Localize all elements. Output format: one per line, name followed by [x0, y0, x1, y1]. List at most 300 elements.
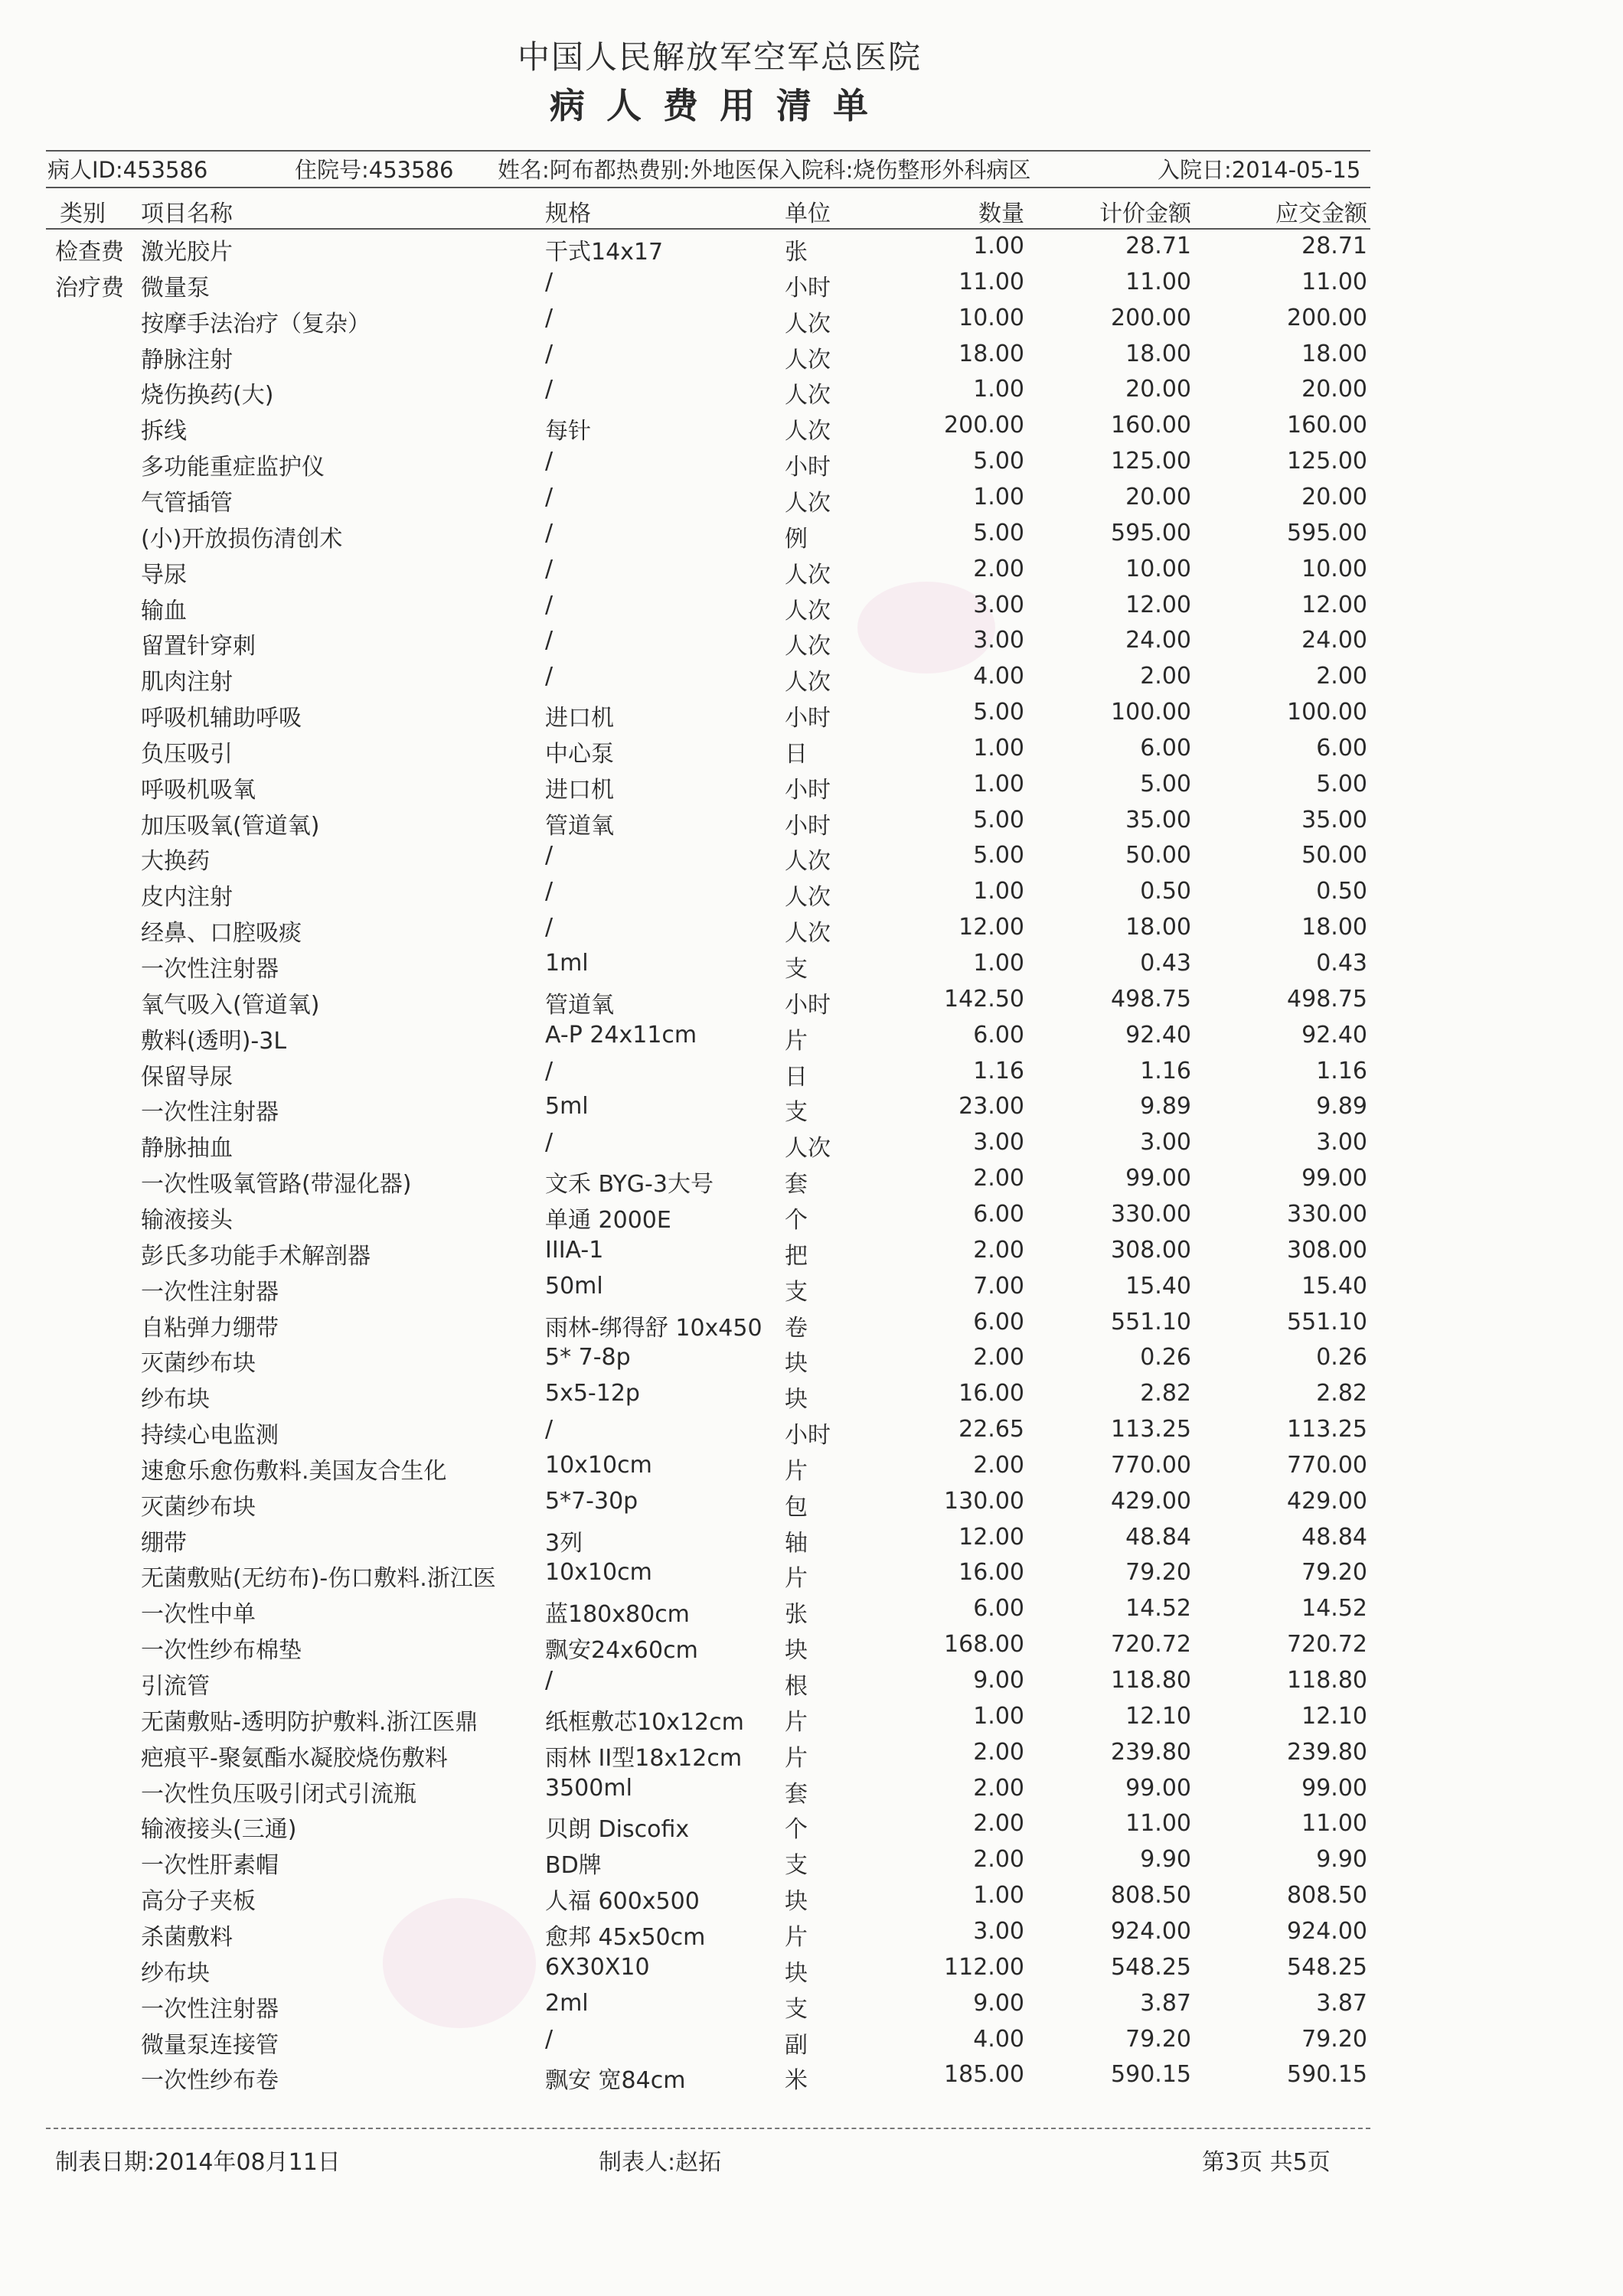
row-quantity: 1.00 — [973, 376, 1024, 403]
admission-number — [295, 153, 454, 184]
table-row — [0, 699, 1623, 734]
row-spec: / — [545, 2025, 554, 2053]
row-due-amount: 2.82 — [1316, 1380, 1367, 1407]
row-unit: 人次 — [785, 633, 831, 660]
row-unit: 块 — [785, 1637, 808, 1665]
table-row — [0, 1631, 1623, 1666]
row-due-amount: 99.00 — [1301, 1165, 1367, 1192]
row-spec: / — [545, 878, 554, 905]
row-spec: 蓝180x80cm — [545, 1601, 690, 1629]
row-category: 治疗费 — [55, 274, 124, 302]
row-quantity: 12.00 — [958, 914, 1024, 941]
row-unit: 根 — [785, 1673, 808, 1700]
row-item-name: 气管插管 — [141, 489, 233, 517]
row-quantity: 1.00 — [973, 233, 1024, 259]
row-due-amount: 14.52 — [1301, 1595, 1367, 1623]
row-due-amount: 100.00 — [1287, 699, 1367, 726]
row-spec: / — [545, 591, 554, 618]
row-unit: 支 — [785, 1852, 808, 1880]
row-spec: 管道氧 — [545, 991, 614, 1019]
row-item-name: 按摩手法治疗（复杂） — [141, 310, 371, 338]
row-item-name: 多功能重症监护仪 — [141, 454, 325, 481]
patient-name-value: 阿布都热 — [549, 157, 638, 183]
row-item-name: 速愈乐愈伤敷料.美国友合生化 — [141, 1457, 447, 1485]
row-unit: 人次 — [785, 669, 831, 696]
row-spec: 3500ml — [545, 1774, 632, 1802]
row-item-name: 自粘弹力绷带 — [141, 1314, 279, 1342]
table-row — [0, 1165, 1623, 1200]
row-item-name: 无菌敷贴-透明防护敷料.浙江医鼎 — [141, 1708, 478, 1736]
row-quantity: 3.00 — [973, 1917, 1024, 1945]
row-quantity: 5.00 — [973, 448, 1024, 475]
row-item-name: 一次性注射器 — [141, 1099, 279, 1127]
footer-maker-label: 制表人: — [599, 2149, 676, 2176]
row-spec: / — [545, 268, 554, 295]
row-price-amount: 24.00 — [1125, 627, 1191, 654]
row-price-amount: 200.00 — [1111, 304, 1191, 331]
row-item-name: 经鼻、口腔吸痰 — [141, 920, 302, 947]
row-due-amount: 200.00 — [1287, 304, 1367, 331]
row-due-amount: 10.00 — [1301, 555, 1367, 582]
table-row — [0, 771, 1623, 806]
row-due-amount: 720.72 — [1287, 1631, 1367, 1658]
row-item-name: 留置针穿刺 — [141, 633, 256, 660]
row-price-amount: 720.72 — [1111, 1631, 1191, 1658]
hospital-name: 中国人民解放军空军总医院 — [517, 38, 922, 76]
footer-maker-value: 赵拓 — [675, 2149, 722, 2176]
row-item-name: 导尿 — [141, 561, 187, 589]
row-quantity: 18.00 — [958, 340, 1024, 367]
row-spec: 愈邦 45x50cm — [545, 1923, 706, 1951]
admission-number-label: 住院号: — [295, 157, 369, 183]
row-price-amount: 5.00 — [1140, 770, 1191, 797]
row-unit: 人次 — [785, 346, 831, 373]
table-row — [0, 1559, 1623, 1594]
row-price-amount: 308.00 — [1111, 1236, 1191, 1264]
row-unit: 人次 — [785, 489, 831, 517]
row-item-name: 纱布块 — [141, 1959, 210, 1987]
row-item-name: 一次性注射器 — [141, 1995, 279, 2023]
row-due-amount: 0.43 — [1316, 950, 1367, 977]
row-spec: BD牌 — [545, 1852, 602, 1880]
row-unit: 人次 — [785, 310, 831, 338]
row-quantity: 5.00 — [973, 519, 1024, 546]
row-unit: 支 — [785, 956, 808, 983]
table-row — [0, 341, 1623, 376]
row-spec: / — [545, 1129, 554, 1156]
column-header-unit: 单位 — [785, 201, 831, 227]
table-row — [0, 1667, 1623, 1702]
row-due-amount: 2.00 — [1316, 663, 1367, 690]
row-item-name: 一次性肝素帽 — [141, 1852, 279, 1880]
row-unit: 例 — [785, 525, 808, 553]
row-item-name: 负压吸引 — [141, 740, 233, 768]
row-due-amount: 595.00 — [1287, 519, 1367, 546]
row-unit: 套 — [785, 1171, 808, 1199]
table-row — [0, 592, 1623, 627]
row-due-amount: 498.75 — [1287, 985, 1367, 1013]
row-due-amount: 9.89 — [1316, 1093, 1367, 1120]
document-title: 病人费用清单 — [550, 85, 890, 126]
row-quantity: 200.00 — [944, 412, 1024, 439]
table-row — [0, 1595, 1623, 1630]
row-due-amount: 24.00 — [1301, 627, 1367, 654]
fee-type-value: 外地医保 — [690, 157, 779, 183]
table-row — [0, 1990, 1623, 2025]
row-quantity: 4.00 — [973, 663, 1024, 690]
table-row — [0, 233, 1623, 268]
table-row — [0, 376, 1623, 411]
row-spec: 进口机 — [545, 776, 614, 804]
header-rule — [46, 228, 1370, 230]
row-price-amount: 6.00 — [1140, 734, 1191, 762]
row-quantity: 16.00 — [958, 1380, 1024, 1407]
row-price-amount: 118.80 — [1111, 1667, 1191, 1694]
row-spec: 3列 — [545, 1529, 583, 1557]
row-quantity: 185.00 — [944, 2061, 1024, 2089]
row-due-amount: 3.00 — [1316, 1129, 1367, 1156]
table-row — [0, 1344, 1623, 1379]
row-quantity: 6.00 — [973, 1200, 1024, 1228]
row-due-amount: 924.00 — [1287, 1917, 1367, 1945]
row-quantity: 2.00 — [973, 1846, 1024, 1874]
column-header-category: 类别 — [60, 201, 106, 227]
row-quantity: 22.65 — [958, 1416, 1024, 1443]
row-due-amount: 28.71 — [1301, 233, 1367, 259]
row-spec: / — [545, 914, 554, 941]
row-item-name: 输血 — [141, 597, 187, 625]
row-spec: 50ml — [545, 1272, 603, 1300]
row-quantity: 168.00 — [944, 1631, 1024, 1658]
row-spec: 中心泵 — [545, 740, 614, 768]
row-item-name: 静脉抽血 — [141, 1135, 233, 1163]
table-row — [0, 1739, 1623, 1774]
row-due-amount: 551.10 — [1287, 1308, 1367, 1336]
row-item-name: 烧伤换药(大) — [141, 382, 274, 409]
table-row — [0, 269, 1623, 304]
row-spec: 人福 600x500 — [545, 1888, 700, 1916]
row-spec: 雨林 II型18x12cm — [545, 1744, 743, 1772]
row-quantity: 1.16 — [973, 1057, 1024, 1084]
row-item-name: 激光胶片 — [141, 239, 233, 266]
row-price-amount: 50.00 — [1125, 842, 1191, 869]
table-row — [0, 1237, 1623, 1272]
table-row — [0, 1488, 1623, 1523]
department-label: 入院科: — [779, 157, 854, 183]
row-due-amount: 99.00 — [1301, 1774, 1367, 1802]
row-price-amount: 770.00 — [1111, 1451, 1191, 1479]
row-due-amount: 35.00 — [1301, 806, 1367, 833]
row-unit: 日 — [785, 1063, 808, 1091]
row-item-name: 灭菌纱布块 — [141, 1350, 256, 1378]
row-quantity: 2.00 — [973, 1810, 1024, 1838]
row-quantity: 5.00 — [973, 842, 1024, 869]
row-due-amount: 808.50 — [1287, 1882, 1367, 1910]
row-quantity: 3.00 — [973, 591, 1024, 618]
row-unit: 块 — [785, 1386, 808, 1414]
row-quantity: 9.00 — [973, 1989, 1024, 2017]
footer-date-label: 制表日期: — [55, 2149, 155, 2176]
footer-maker — [599, 2143, 721, 2177]
row-price-amount: 2.82 — [1140, 1380, 1191, 1407]
row-price-amount: 3.00 — [1140, 1129, 1191, 1156]
table-row — [0, 1201, 1623, 1236]
row-due-amount: 330.00 — [1287, 1200, 1367, 1228]
table-row — [0, 735, 1623, 770]
row-unit: 片 — [785, 1923, 808, 1951]
row-unit: 支 — [785, 1278, 808, 1306]
column-header-quantity: 数量 — [978, 201, 1024, 227]
row-unit: 人次 — [785, 597, 831, 625]
row-quantity: 3.00 — [973, 1129, 1024, 1156]
row-unit: 人次 — [785, 884, 831, 912]
row-price-amount: 590.15 — [1111, 2061, 1191, 2089]
footer-page-info: 第3页 共5页 — [1202, 2149, 1331, 2176]
table-row — [0, 1882, 1623, 1917]
row-spec: 贝朗 Discofix — [545, 1816, 690, 1844]
row-item-name: 呼吸机吸氧 — [141, 776, 256, 804]
row-unit: 副 — [785, 2031, 808, 2059]
row-category: 检查费 — [55, 239, 124, 266]
row-price-amount: 239.80 — [1111, 1738, 1191, 1766]
row-item-name: 肌肉注射 — [141, 669, 233, 696]
row-price-amount: 498.75 — [1111, 985, 1191, 1013]
row-price-amount: 92.40 — [1125, 1021, 1191, 1049]
row-due-amount: 590.15 — [1287, 2061, 1367, 2089]
row-due-amount: 11.00 — [1301, 268, 1367, 295]
row-quantity: 1.00 — [973, 770, 1024, 797]
row-item-name: 一次性纱布棉垫 — [141, 1637, 302, 1665]
row-spec: 1ml — [545, 950, 589, 977]
row-item-name: 一次性注射器 — [141, 1278, 279, 1306]
table-row — [0, 1129, 1623, 1164]
table-row — [0, 1452, 1623, 1487]
table-row — [0, 1775, 1623, 1810]
row-unit: 张 — [785, 239, 808, 266]
row-spec: 飘安 宽84cm — [545, 2067, 686, 2095]
row-quantity: 7.00 — [973, 1272, 1024, 1300]
admission-number-value: 453586 — [368, 157, 454, 183]
row-item-name: 持续心电监测 — [141, 1422, 279, 1450]
row-spec: / — [545, 448, 554, 475]
row-spec: / — [545, 376, 554, 403]
row-item-name: 一次性中单 — [141, 1601, 256, 1629]
row-price-amount: 125.00 — [1111, 448, 1191, 475]
row-price-amount: 99.00 — [1125, 1165, 1191, 1192]
admit-date — [1158, 153, 1360, 184]
row-spec: / — [545, 1057, 554, 1084]
row-spec: / — [545, 627, 554, 654]
row-quantity: 2.00 — [973, 1236, 1024, 1264]
row-quantity: 2.00 — [973, 1774, 1024, 1802]
table-row — [0, 2061, 1623, 2096]
top-rule — [46, 150, 1370, 152]
row-item-name: 拆线 — [141, 418, 187, 445]
table-row — [0, 1703, 1623, 1738]
row-spec: / — [545, 555, 554, 582]
row-due-amount: 0.50 — [1316, 878, 1367, 905]
row-due-amount: 12.10 — [1301, 1702, 1367, 1730]
row-price-amount: 9.89 — [1140, 1093, 1191, 1120]
table-row — [0, 484, 1623, 519]
row-spec: 干式14x17 — [545, 239, 664, 266]
row-spec: / — [545, 842, 554, 869]
table-row — [0, 412, 1623, 447]
row-quantity: 11.00 — [958, 268, 1024, 295]
row-due-amount: 20.00 — [1301, 483, 1367, 510]
patient-name-label: 姓名: — [498, 157, 550, 183]
table-row — [0, 1273, 1623, 1308]
row-price-amount: 113.25 — [1111, 1416, 1191, 1443]
row-price-amount: 595.00 — [1111, 519, 1191, 546]
column-header-spec: 规格 — [545, 201, 591, 227]
row-unit: 片 — [785, 1744, 808, 1772]
row-spec: 5*7-30p — [545, 1487, 638, 1515]
row-unit: 小时 — [785, 1422, 831, 1450]
row-spec: / — [545, 1416, 554, 1443]
row-due-amount: 6.00 — [1316, 734, 1367, 762]
row-item-name: 一次性注射器 — [141, 956, 279, 983]
row-price-amount: 2.00 — [1140, 663, 1191, 690]
footer-date-value: 2014年08月11日 — [155, 2149, 341, 2176]
row-due-amount: 548.25 — [1287, 1953, 1367, 1981]
row-price-amount: 808.50 — [1111, 1882, 1191, 1910]
row-unit: 人次 — [785, 418, 831, 445]
row-unit: 块 — [785, 1350, 808, 1378]
row-unit: 轴 — [785, 1529, 808, 1557]
row-quantity: 5.00 — [973, 699, 1024, 726]
row-due-amount: 50.00 — [1301, 842, 1367, 869]
table-row — [0, 842, 1623, 877]
row-price-amount: 0.43 — [1140, 950, 1191, 977]
row-unit: 小时 — [785, 991, 831, 1019]
table-row — [0, 878, 1623, 913]
table-row — [0, 1380, 1623, 1415]
admit-date-label: 入院日: — [1158, 157, 1232, 183]
row-price-amount: 79.20 — [1125, 1559, 1191, 1587]
row-item-name: 高分子夹板 — [141, 1888, 256, 1916]
footer-date — [55, 2143, 341, 2177]
row-quantity: 2.00 — [973, 1451, 1024, 1479]
table-row — [0, 986, 1623, 1021]
row-spec: IIIA-1 — [545, 1236, 604, 1264]
row-quantity: 6.00 — [973, 1595, 1024, 1623]
row-unit: 片 — [785, 1708, 808, 1736]
table-row — [0, 807, 1623, 842]
row-quantity: 6.00 — [973, 1308, 1024, 1336]
table-row — [0, 627, 1623, 662]
row-due-amount: 1.16 — [1316, 1057, 1367, 1084]
row-price-amount: 0.50 — [1140, 878, 1191, 905]
row-price-amount: 1.16 — [1140, 1057, 1191, 1084]
row-unit: 片 — [785, 1027, 808, 1055]
row-unit: 小时 — [785, 812, 831, 840]
row-price-amount: 160.00 — [1111, 412, 1191, 439]
row-due-amount: 308.00 — [1287, 1236, 1367, 1264]
row-due-amount: 0.26 — [1316, 1344, 1367, 1371]
row-unit: 人次 — [785, 848, 831, 876]
row-item-name: 绷带 — [141, 1529, 187, 1557]
row-item-name: 无菌敷贴(无纺布)-伤口敷料.浙江医 — [141, 1565, 496, 1593]
row-item-name: 静脉注射 — [141, 346, 233, 373]
row-due-amount: 5.00 — [1316, 770, 1367, 797]
row-spec: 管道氧 — [545, 812, 614, 840]
row-item-name: 加压吸氧(管道氧) — [141, 812, 320, 840]
row-unit: 个 — [785, 1816, 808, 1844]
row-price-amount: 551.10 — [1111, 1308, 1191, 1336]
table-row — [0, 1309, 1623, 1344]
row-price-amount: 18.00 — [1125, 340, 1191, 367]
row-quantity: 3.00 — [973, 627, 1024, 654]
row-due-amount: 11.00 — [1301, 1810, 1367, 1838]
row-quantity: 112.00 — [944, 1953, 1024, 1981]
row-item-name: 大换药 — [141, 848, 210, 876]
row-spec: 每针 — [545, 418, 591, 445]
row-item-name: 一次性负压吸引闭式引流瓶 — [141, 1780, 416, 1808]
row-item-name: 一次性纱布卷 — [141, 2067, 279, 2095]
row-due-amount: 113.25 — [1287, 1416, 1367, 1443]
table-row — [0, 1954, 1623, 1989]
row-spec: / — [545, 663, 554, 690]
table-row — [0, 1022, 1623, 1057]
row-due-amount: 18.00 — [1301, 340, 1367, 367]
row-item-name: 输液接头 — [141, 1206, 233, 1234]
row-unit: 片 — [785, 1457, 808, 1485]
patient-id-value: 453586 — [122, 157, 208, 183]
row-due-amount: 9.90 — [1316, 1846, 1367, 1874]
row-price-amount: 48.84 — [1125, 1523, 1191, 1551]
row-spec: 飘安24x60cm — [545, 1637, 698, 1665]
row-quantity: 9.00 — [973, 1667, 1024, 1694]
row-quantity: 1.00 — [973, 734, 1024, 762]
row-unit: 小时 — [785, 454, 831, 481]
row-unit: 卷 — [785, 1314, 808, 1342]
table-row — [0, 914, 1623, 949]
row-spec: 10x10cm — [545, 1451, 652, 1479]
row-spec: 5* 7-8p — [545, 1344, 631, 1371]
row-spec: / — [545, 483, 554, 510]
row-price-amount: 3.87 — [1140, 1989, 1191, 2017]
row-due-amount: 12.00 — [1301, 591, 1367, 618]
row-quantity: 12.00 — [958, 1523, 1024, 1551]
row-item-name: 保留导尿 — [141, 1063, 233, 1091]
row-price-amount: 429.00 — [1111, 1487, 1191, 1515]
row-unit: 小时 — [785, 705, 831, 732]
info-rule — [46, 187, 1370, 188]
row-unit: 块 — [785, 1888, 808, 1916]
table-row — [0, 1416, 1623, 1451]
department-value: 烧伤整形外科病区 — [853, 157, 1031, 183]
row-price-amount: 15.40 — [1125, 1272, 1191, 1300]
row-due-amount: 160.00 — [1287, 412, 1367, 439]
table-row — [0, 1810, 1623, 1845]
fee-type-label: 费别: — [638, 157, 691, 183]
row-price-amount: 10.00 — [1125, 555, 1191, 582]
row-spec: A-P 24x11cm — [545, 1021, 697, 1049]
row-spec: 文禾 BYG-3大号 — [545, 1171, 714, 1199]
row-price-amount: 12.00 — [1125, 591, 1191, 618]
table-row — [0, 950, 1623, 985]
table-row — [0, 1524, 1623, 1559]
row-unit: 个 — [785, 1206, 808, 1234]
table-row — [0, 663, 1623, 698]
row-item-name: 微量泵 — [141, 274, 210, 302]
row-price-amount: 20.00 — [1125, 483, 1191, 510]
row-item-name: (小)开放损伤清创术 — [141, 525, 343, 553]
patient-name-fee-department — [498, 153, 1030, 184]
row-price-amount: 924.00 — [1111, 1917, 1191, 1945]
row-quantity: 1.00 — [973, 1702, 1024, 1730]
